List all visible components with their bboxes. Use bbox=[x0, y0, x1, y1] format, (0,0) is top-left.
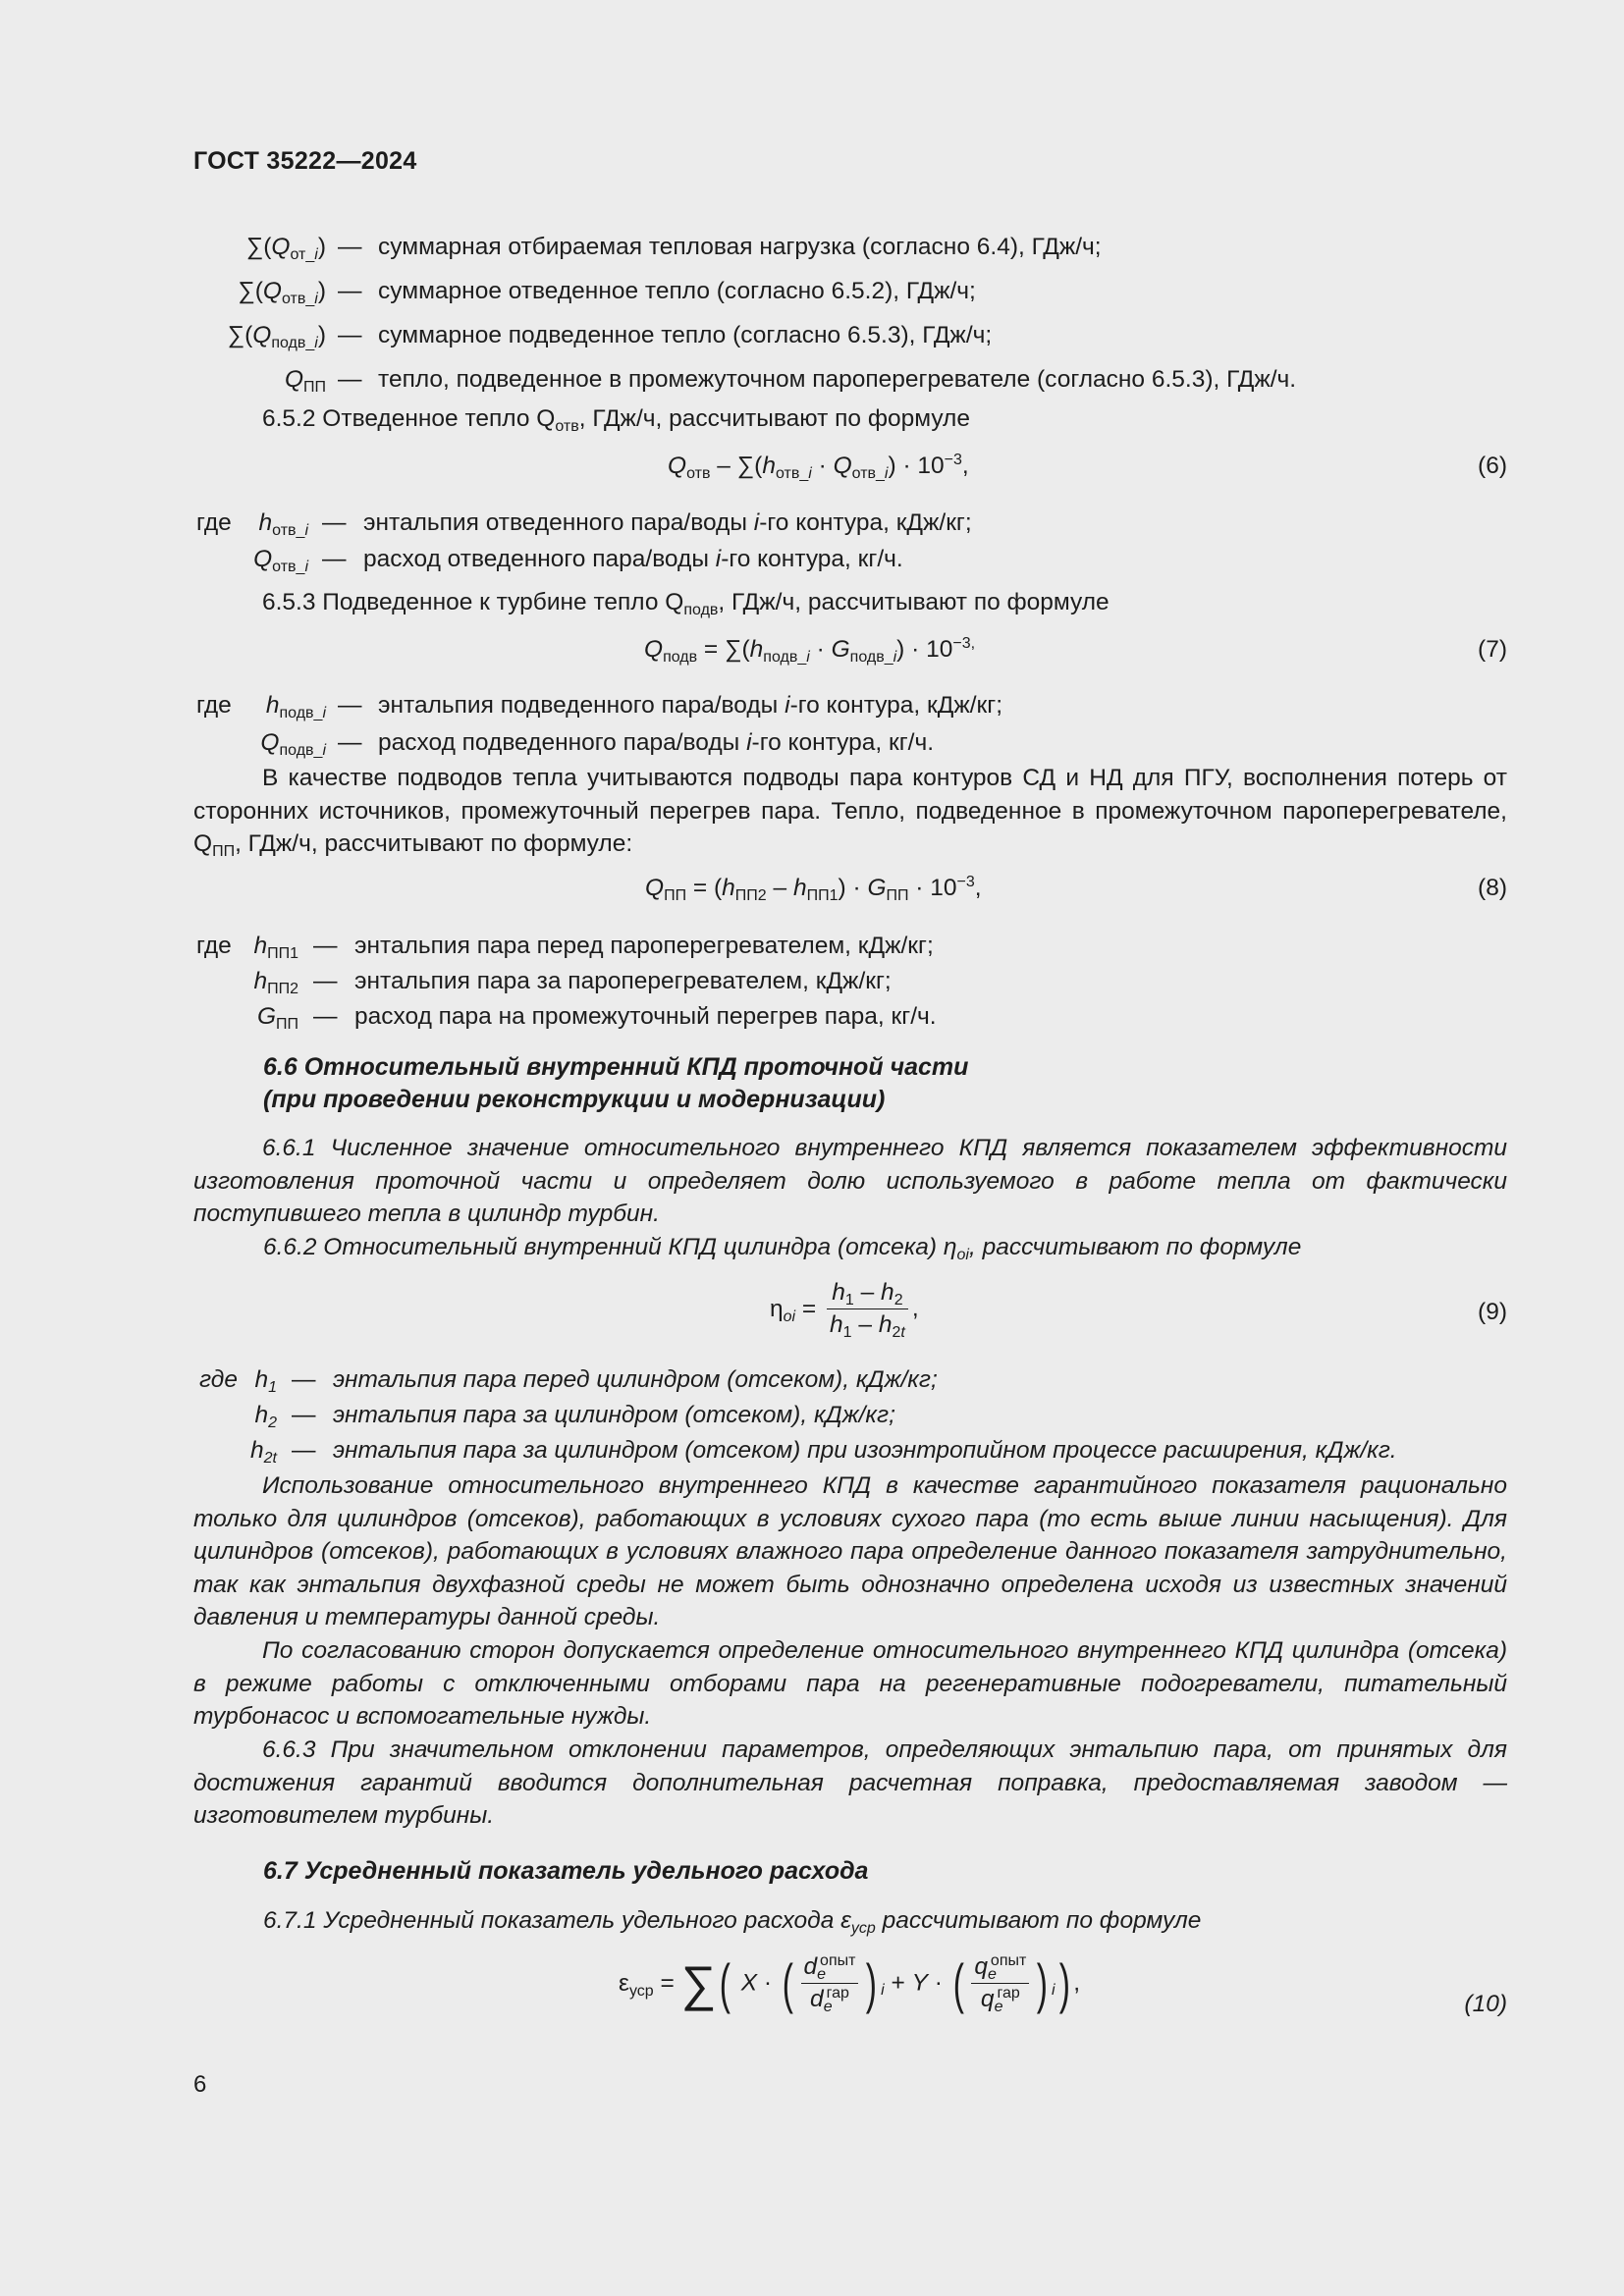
definition-symbol: $\sum(Q_{от\_i})$ bbox=[245, 234, 326, 263]
document-header: ГОСТ 35222—2024 bbox=[193, 147, 417, 175]
definition-dash: — bbox=[292, 1366, 316, 1393]
definition-text: энтальпия пара за цилиндром (отсеком), кДж/кг; bbox=[333, 1402, 895, 1428]
definition-symbol: $h_{отв\_i}$ bbox=[258, 509, 308, 539]
definition-dash: — bbox=[313, 1003, 338, 1030]
formula-number: (6) bbox=[1478, 453, 1507, 479]
paragraph-agreement: По согласованию сторон допускается определение относительного внутреннего КПД цилиндра (отсека) в режиме работы с отключенными отборами пара на регенеративные подогреватели, питательный турбонасос и вспомогательные нужды. bbox=[193, 1637, 1507, 1730]
definition-text: энтальпия пара перед цилиндром (отсеком), кДж/кг; bbox=[333, 1366, 938, 1393]
definition-symbol: $h_1$ bbox=[254, 1366, 277, 1396]
definition-text: суммарная отбираемая тепловая нагрузка (согласно 6.4), ГДж/ч; bbox=[378, 234, 1102, 260]
definition-lead: где bbox=[196, 692, 232, 719]
definition-symbol: $h_{ПП2}$ bbox=[253, 968, 298, 997]
definition-dash: — bbox=[338, 366, 362, 393]
definition-symbol: $\sum(Q_{подв\_i})$ bbox=[227, 322, 326, 351]
definition-dash: — bbox=[313, 933, 338, 959]
definition-text: тепло, подведенное в промежуточном пароперегревателе (согласно 6.5.3), ГДж/ч. bbox=[378, 366, 1297, 393]
formula-number: (9) bbox=[1478, 1299, 1507, 1325]
definition-dash: — bbox=[322, 546, 347, 572]
definition-text: энтальпия пара за цилиндром (отсеком) при изоэнтропийном процессе расширения, кДж/кг. bbox=[333, 1437, 1397, 1464]
paragraph-6-6-1: 6.6.1 Численное значение относительного внутреннего КПД является показателем эффективности изготовления проточной части и определяет долю используемого в работе тепла от фактически поступившего тепла в цилиндр турбин. bbox=[193, 1135, 1507, 1227]
formula-number: (8) bbox=[1478, 875, 1507, 901]
page-number: 6 bbox=[193, 2071, 207, 2098]
definition-symbol: $h_{ПП1}$ bbox=[253, 933, 298, 962]
definition-dash: — bbox=[338, 692, 362, 719]
definition-dash: — bbox=[338, 278, 362, 304]
paragraph-6-6-3: 6.6.3 При значительном отклонении параметров, определяющих энтальпию пара, от принятых для достижения гарантий вводится дополнительная расчетная поправка, предоставляемая заводом — изготовителем турбины. bbox=[193, 1736, 1507, 1829]
definition-symbol: $G_{ПП}$ bbox=[256, 1003, 298, 1033]
definition-symbol: $h_2$ bbox=[254, 1402, 277, 1431]
definition-text: суммарное отведенное тепло (согласно 6.5.2), ГДж/ч; bbox=[378, 278, 976, 304]
definition-text: энтальпия пара перед пароперегревателем, кДж/кг; bbox=[354, 933, 934, 959]
definition-dash: — bbox=[338, 729, 362, 756]
formula-9: $\eta_{oi}$ = $\frac{h_1 - h_2}{h_1 - h_{2t}}$ , bbox=[770, 1279, 919, 1341]
definition-dash: — bbox=[292, 1437, 316, 1464]
definition-symbol: $Q_{отв\_i}$ bbox=[253, 546, 308, 575]
definition-symbol: $\sum(Q_{отв\_i})$ bbox=[238, 278, 326, 307]
section-heading-6-6-sub: (при проведении реконструкции и модернизации) bbox=[263, 1086, 886, 1113]
clause-6-5-3: 6.5.3 Подведенное к турбине тепло $Q_{подв}$, ГДж/ч, рассчитывают по формуле bbox=[262, 589, 1110, 618]
definition-symbol: $h_{2t}$ bbox=[250, 1437, 277, 1467]
formula-7: $Q_{подв} = \sum(h_{подв\_i} \cdot G_{подв\_i}) \cdot 10^{-3,}$ bbox=[644, 635, 976, 666]
definition-dash: — bbox=[322, 509, 347, 536]
paragraph-heat-supply: В качестве подводов тепла учитываются подводы пара контуров СД и НД для ПГУ, восполнения потерь от сторонних источников, промежуточный перегрев пара. Тепло, подведенное в промежуточном пароперегревателе, $Q_{ПП}$, ГДж/ч, рассчитывают по формуле: bbox=[193, 765, 1507, 860]
paragraph-efficiency-use: Использование относительного внутреннего КПД в качестве гарантийного показателя рационально только для цилиндров (отсеков), работающих в условиях сухого пара (то есть выше линии насыщения). Для цилиндров (отсеков), работающих в условиях влажного пара определение данного показателя затруднительно, так как энтальпия двухфазной среды не может быть однозначно определена исходя из известных значений давления и температуры данной среды. bbox=[193, 1472, 1507, 1630]
definition-text: энтальпия пара за пароперегревателем, кДж/кг; bbox=[354, 968, 892, 994]
formula-number: (10) bbox=[1464, 1991, 1507, 2017]
definition-text: расход отведенного пара/воды i-го контура, кг/ч. bbox=[363, 546, 903, 572]
definition-symbol: $Q_{подв\_i}$ bbox=[260, 729, 326, 759]
clause-6-7-1: 6.7.1 Усредненный показатель удельного расхода $\varepsilon_{уср}$ рассчитывают по формуле bbox=[263, 1907, 1202, 1937]
clause-6-6-2: 6.6.2 Относительный внутренний КПД цилиндра (отсека) $\eta_{oi}$, рассчитывают по формуле bbox=[263, 1234, 1302, 1263]
definition-symbol: $h_{подв\_i}$ bbox=[265, 692, 326, 721]
definition-text: суммарное подведенное тепло (согласно 6.5.3), ГДж/ч; bbox=[378, 322, 993, 348]
definition-lead: где bbox=[199, 1366, 238, 1393]
definition-text: энтальпия отведенного пара/воды i-го контура, кДж/кг; bbox=[363, 509, 972, 536]
section-heading-6-7: 6.7 Усредненный показатель удельного расхода bbox=[263, 1857, 869, 1885]
definition-dash: — bbox=[338, 322, 362, 348]
definition-text: энтальпия подведенного пара/воды i-го контура, кДж/кг; bbox=[378, 692, 1003, 719]
definition-dash: — bbox=[292, 1402, 316, 1428]
definition-dash: — bbox=[338, 234, 362, 260]
formula-10: $\varepsilon_{уср}$ = ∑( X · ( $\frac{d_e^{опыт}}{d_e^{гар}}$ ) $_i$ + Y · ( $\frac{q_e^{опыт}}{q_e^{гар}}$ ) $_i$) , bbox=[619, 1951, 1080, 2015]
clause-6-5-2: 6.5.2 Отведенное тепло $Q_{отв}$, ГДж/ч, рассчитывают по формуле bbox=[262, 405, 970, 435]
definition-dash: — bbox=[313, 968, 338, 994]
definition-symbol: $Q_{ПП}$ bbox=[284, 366, 326, 396]
definition-text: расход пара на промежуточный перегрев пара, кг/ч. bbox=[354, 1003, 937, 1030]
formula-6: $Q_{отв} - \sum(h_{отв\_i} \cdot Q_{отв\_i}) \cdot 10^{-3}$, bbox=[668, 452, 969, 482]
definition-lead: где bbox=[196, 933, 232, 959]
definition-lead: где bbox=[196, 509, 232, 536]
formula-number: (7) bbox=[1478, 636, 1507, 663]
section-heading-6-6: 6.6 Относительный внутренний КПД проточной части bbox=[263, 1053, 969, 1081]
formula-8: $Q_{ПП} = (h_{ПП2} - h_{ПП1}) \cdot G_{ПП} \cdot 10^{-3}$, bbox=[645, 874, 982, 904]
definition-text: расход подведенного пара/воды i-го контура, кг/ч. bbox=[378, 729, 935, 756]
